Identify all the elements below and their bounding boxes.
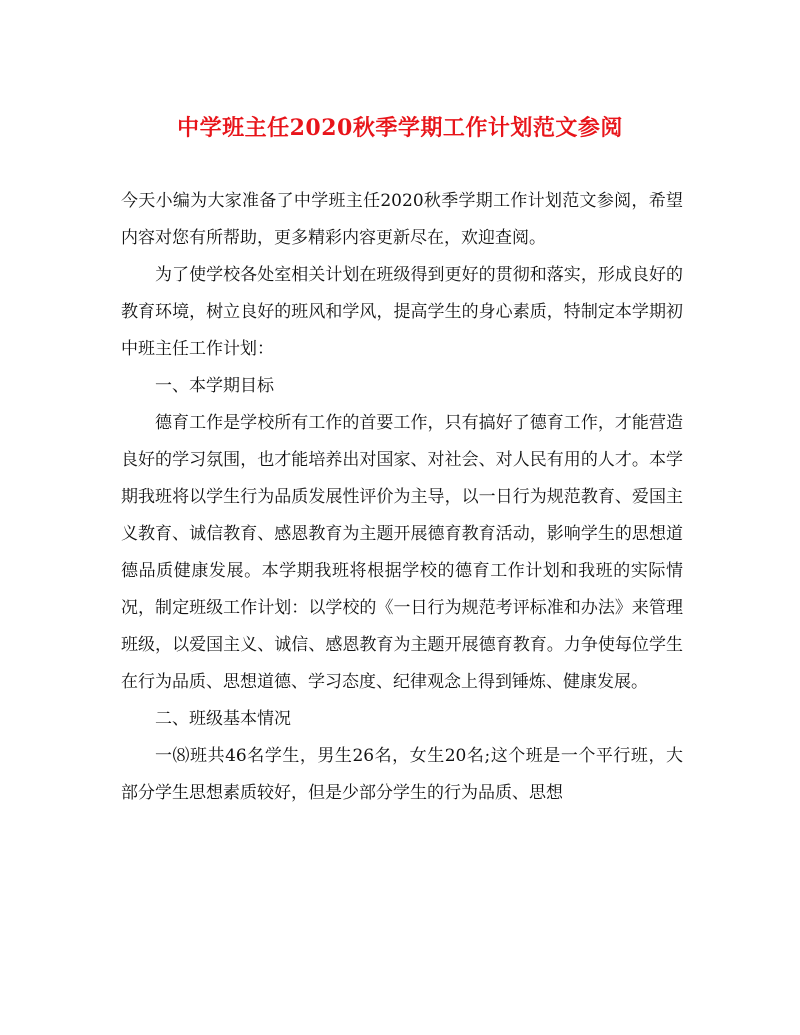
document-title: 中学班主任2020秋季学期工作计划范文参阅 xyxy=(177,115,623,141)
section-heading-class-info: 二、班级基本情况 xyxy=(155,709,291,729)
goals-paragraph: 德育工作是学校所有工作的首要工作，只有搞好了德育工作，才能营造良好的学习氛围，也才能培养出对国家、对社会、对人民有用的人才。本学期我班将以学生行为品质发展性评价为主导，以一日行为规范教育、爱国主义教育、诚信教育、感恩教育为主题开展德育教育活动，影响学生的思想道德品质健康发展。本学期我班将根据学校的德育工作计划和我班的实际情况，制定班级工作计划：以学校的《一日行为规范考评标准和办法》来管理班级，以爱国主义、诚信、感恩教育为主题开展德育教育。力争使每位学生在行为品质、思想道德、学习态度、纪律观念上得到锤炼、健康发展。 xyxy=(121,413,683,692)
intro-paragraph: 今天小编为大家准备了中学班主任2020秋季学期工作计划范文参阅，希望内容对您有所帮助，更多精彩内容更新尽在，欢迎查阅。 xyxy=(121,191,683,248)
section-heading-goals: 一、本学期目标 xyxy=(155,376,274,396)
document-body xyxy=(121,183,683,812)
class-info-paragraph: 一⑻班共46名学生，男生26名，女生20名;这个班是一个平行班，大部分学生思想素质较好，但是少部分学生的行为品质、思想 xyxy=(121,746,683,803)
purpose-paragraph: 为了使学校各处室相关计划在班级得到更好的贯彻和落实，形成良好的教育环境，树立良好的班风和学风，提高学生的身心素质，特制定本学期初中班主任工作计划： xyxy=(121,265,683,359)
